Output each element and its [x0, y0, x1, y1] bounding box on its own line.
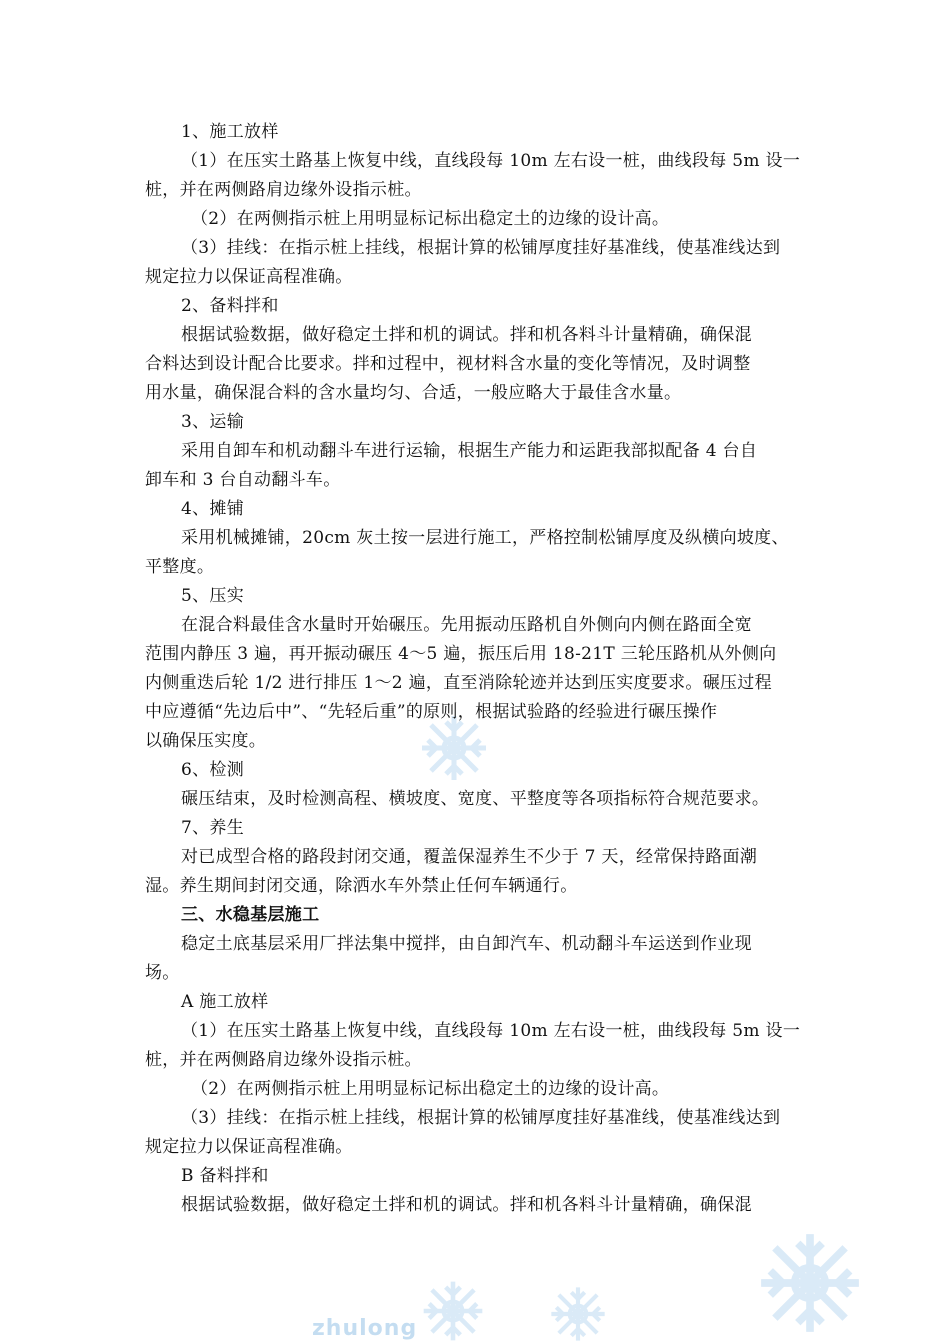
- text-line: 在混合料最佳含水量时开始碾压。先用振动压路机自外侧向内侧在路面全宽: [181, 615, 752, 635]
- text-line: 碾压结束，及时检测高程、横坡度、宽度、平整度等各项指标符合规范要求。: [181, 789, 770, 809]
- text-line: 用水量，确保混合料的含水量均匀、合适，一般应略大于最佳含水量。: [145, 383, 682, 403]
- document-body: [145, 118, 810, 1220]
- text-line: 根据试验数据，做好稳定土拌和机的调试。拌和机各料斗计量精确，确保混: [181, 1195, 752, 1215]
- text-line: 7、养生: [181, 818, 245, 838]
- text-line: 采用自卸车和机动翻斗车进行运输，根据生产能力和运距我部拟配备 4 台自: [181, 441, 758, 461]
- text-line: 对已成型合格的路段封闭交通，覆盖保湿养生不少于 7 天，经常保持路面潮: [181, 847, 758, 867]
- text-line: （3）挂线：在指示桩上挂线，根据计算的松铺厚度挂好基准线，使基准线达到: [181, 238, 781, 258]
- text-line: 采用机械摊铺，20cm 灰土按一层进行施工，严格控制松铺厚度及纵横向坡度、: [181, 528, 789, 548]
- text-line: （2）在两侧指示桩上用明显标记标出稳定土的边缘的设计高。: [191, 1079, 670, 1099]
- text-line: 规定拉力以保证高程准确。: [145, 267, 353, 287]
- text-line: 稳定土底基层采用厂拌法集中搅拌，由自卸汽车、机动翻斗车运送到作业现: [181, 934, 752, 954]
- text-line: 5、压实: [181, 586, 245, 606]
- text-line: 2、备料拌和: [181, 296, 279, 316]
- text-line: 4、摊铺: [181, 499, 245, 519]
- text-line: 三、水稳基层施工: [181, 905, 320, 925]
- text-line: 范围内静压 3 遍，再开振动碾压 4～5 遍，振压后用 18-21T 三轮压路机从外侧向: [145, 644, 777, 664]
- text-line: A 施工放样: [181, 992, 269, 1012]
- text-line: （1）在压实土路基上恢复中线，直线段每 10m 左右设一桩，曲线段每 5m 设一: [181, 151, 801, 171]
- text-line: 合料达到设计配合比要求。拌和过程中，视材料含水量的变化等情况，及时调整: [145, 354, 751, 374]
- text-line: 卸车和 3 台自动翻斗车。: [145, 470, 341, 490]
- text-line: 内侧重迭后轮 1/2 进行排压 1～2 遍，直至消除轮迹并达到压实度要求。碾压过程: [145, 673, 772, 693]
- text-line: （1）在压实土路基上恢复中线，直线段每 10m 左右设一桩，曲线段每 5m 设一: [181, 1021, 801, 1041]
- text-line: B 备料拌和: [181, 1166, 269, 1186]
- text-line: 规定拉力以保证高程准确。: [145, 1137, 353, 1157]
- watermark-text: zhulong: [312, 1316, 418, 1341]
- text-line: 桩，并在两侧路肩边缘外设指示桩。: [145, 180, 422, 200]
- text-line: 1、施工放样: [181, 122, 279, 142]
- snowflake-watermark-icon: [548, 1284, 608, 1344]
- text-line: 湿。养生期间封闭交通，除洒水车外禁止任何车辆通行。: [145, 876, 578, 896]
- text-line: 以确保压实度。: [145, 731, 267, 751]
- snowflake-watermark-icon: [420, 1278, 486, 1344]
- text-line: （3）挂线：在指示桩上挂线，根据计算的松铺厚度挂好基准线，使基准线达到: [181, 1108, 781, 1128]
- text-line: 3、运输: [181, 412, 245, 432]
- snowflake-watermark-icon: [755, 1228, 865, 1338]
- text-line: 平整度。: [145, 557, 215, 577]
- text-line: 中应遵循“先边后中”、“先轻后重”的原则，根据试验路的经验进行碾压操作: [145, 702, 718, 722]
- text-line: 根据试验数据，做好稳定土拌和机的调试。拌和机各料斗计量精确，确保混: [181, 325, 752, 345]
- text-line: 场。: [145, 963, 180, 983]
- text-line: （2）在两侧指示桩上用明显标记标出稳定土的边缘的设计高。: [191, 209, 670, 229]
- text-line: 桩，并在两侧路肩边缘外设指示桩。: [145, 1050, 422, 1070]
- text-line: 6、检测: [181, 760, 245, 780]
